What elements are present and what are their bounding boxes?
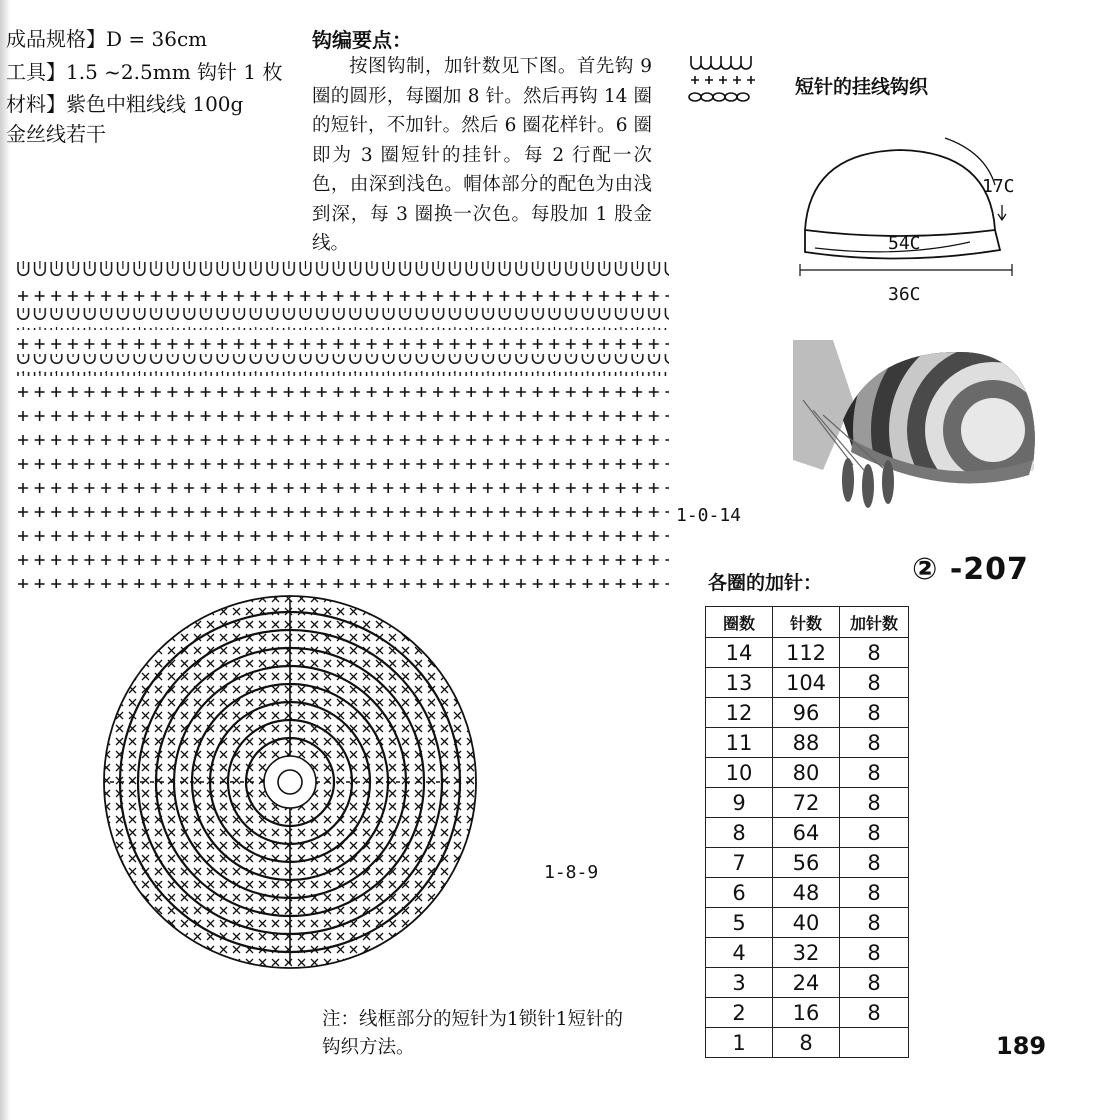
cell-round: 9 (706, 788, 773, 818)
hat-photo (793, 340, 1043, 520)
table-row (706, 908, 909, 938)
cell-round: 6 (706, 878, 773, 908)
rows-label: 1-0-14 (676, 505, 742, 526)
spec-materials: 材料】紫色中粗线线 100g (6, 92, 244, 116)
cell-round: 11 (706, 728, 773, 758)
cell-increase: 8 (840, 668, 909, 698)
cell-stitches: 24 (773, 968, 840, 998)
spec-size: 成品规格】D = 36cm (6, 27, 208, 51)
cell-increase: 8 (840, 818, 909, 848)
cell-increase: 8 (840, 938, 909, 968)
table-row (706, 938, 909, 968)
cell-stitches: 32 (773, 938, 840, 968)
cell-increase: 8 (840, 998, 909, 1028)
cell-round: 12 (706, 698, 773, 728)
cell-round: 10 (706, 758, 773, 788)
increase-table (705, 606, 909, 1058)
footnote: 注：线框部分的短针为1锁针1短针的钩织方法。 (322, 1009, 624, 1058)
cell-round: 7 (706, 848, 773, 878)
table-row (706, 638, 909, 668)
increase-table-title: 各圈的加针： (708, 572, 823, 594)
cell-round: 8 (706, 818, 773, 848)
table-row (706, 668, 909, 698)
table-row (706, 878, 909, 908)
cell-stitches: 112 (773, 638, 840, 668)
page-number: 189 (996, 1032, 1047, 1060)
cell-stitches: 48 (773, 878, 840, 908)
cell-stitches: 56 (773, 848, 840, 878)
cell-stitches: 64 (773, 818, 840, 848)
cell-increase: 8 (840, 908, 909, 938)
header-round: 圈数 (706, 607, 773, 638)
cell-round: 5 (706, 908, 773, 938)
cell-round: 13 (706, 668, 773, 698)
cell-round: 3 (706, 968, 773, 998)
header-stitches: 针数 (773, 607, 840, 638)
cell-round: 14 (706, 638, 773, 668)
circle-label: 1-8-9 (544, 862, 599, 883)
cell-increase: 8 (840, 758, 909, 788)
table-row (706, 728, 909, 758)
legend-label: 短针的挂线钩织 (795, 76, 929, 98)
page-binding-shadow (0, 0, 10, 1120)
header-increase: 加针数 (840, 607, 909, 638)
cell-increase: 8 (840, 728, 909, 758)
table-row (706, 968, 909, 998)
cell-increase: 8 (840, 968, 909, 998)
notes-title: 钩编要点： (312, 28, 412, 52)
cell-stitches: 104 (773, 668, 840, 698)
spec-tools: 工具】1.5 ~2.5mm 钩针 1 枚 (6, 60, 283, 84)
cell-stitches: 88 (773, 728, 840, 758)
hat-circumference-label: 54C (888, 233, 921, 254)
table-row (706, 788, 909, 818)
hat-shape-diagram (790, 130, 1030, 310)
legend-symbol (685, 52, 765, 108)
cell-round: 1 (706, 1028, 773, 1058)
cell-round: 4 (706, 938, 773, 968)
cell-increase: 8 (840, 638, 909, 668)
cell-increase: 8 (840, 878, 909, 908)
table-row (706, 698, 909, 728)
table-row (706, 1028, 909, 1058)
table-row (706, 848, 909, 878)
spec-extra: 金丝线若干 (6, 122, 106, 146)
table-row (706, 758, 909, 788)
cell-stitches: 72 (773, 788, 840, 818)
table-row (706, 998, 909, 1028)
cell-stitches: 80 (773, 758, 840, 788)
hat-width-label: 36C (888, 284, 921, 305)
cell-increase (840, 1028, 909, 1058)
cell-round: 2 (706, 998, 773, 1028)
table-row (706, 818, 909, 848)
cell-stitches: 8 (773, 1028, 840, 1058)
notes-body: 按图钩制，加针数见下图。首先钩 9 圈的圆形，每圈加 8 针。然后再钩 14 圈的短针，不加针。然后 6 圈花样针。6 圈即为 3 圈短针的挂针。每 2 行配一次色，由深到浅色。帽体部分的配色为由浅到深，每 3 圈换一次色。每股加 1 股金线。 (312, 56, 652, 254)
figure-number: ② -207 (912, 552, 1029, 587)
cell-stitches: 16 (773, 998, 840, 1028)
cell-increase: 8 (840, 698, 909, 728)
cell-increase: 8 (840, 848, 909, 878)
hat-height-label: 17C (982, 176, 1015, 197)
cell-stitches: 96 (773, 698, 840, 728)
cell-increase: 8 (840, 788, 909, 818)
cell-stitches: 40 (773, 908, 840, 938)
circular-stitch-chart (100, 592, 480, 972)
stitch-rows-chart (14, 260, 674, 590)
